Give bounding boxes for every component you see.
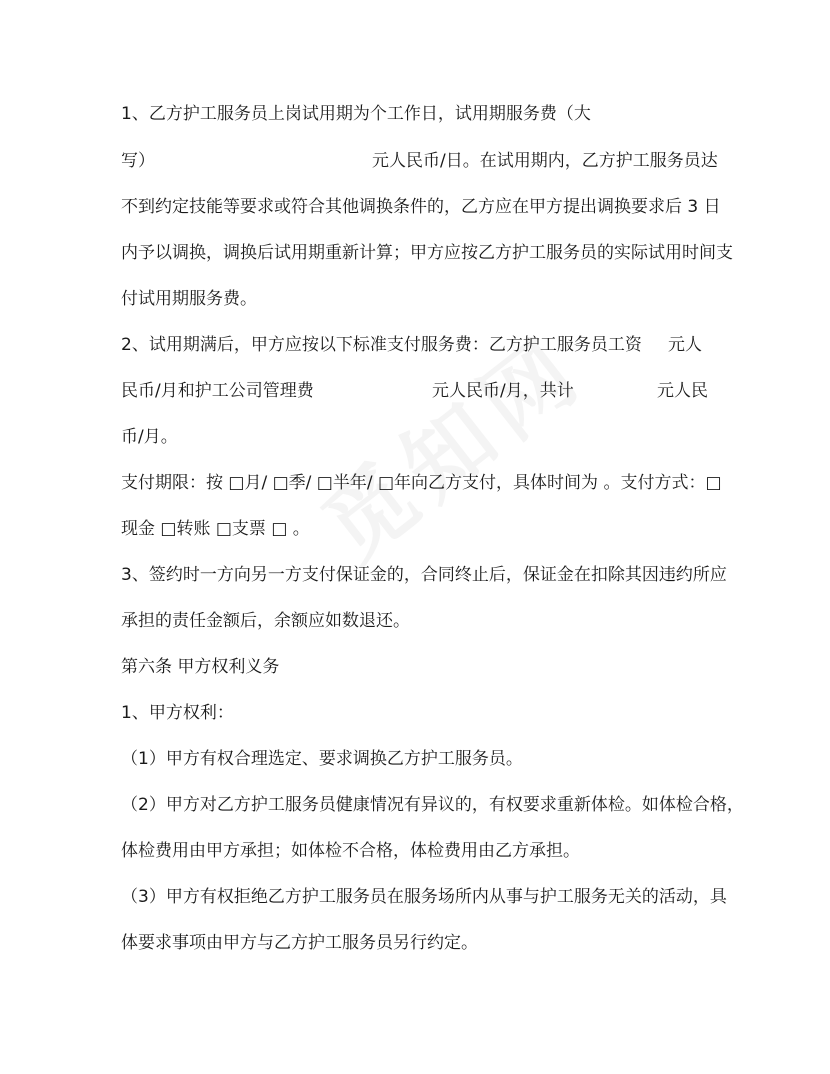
- paragraph-line: 付试用期服务费。: [121, 289, 257, 309]
- paragraph-line: 2、试用期满后，甲方应按以下标准支付服务费：乙方护工服务员工资: [121, 335, 642, 355]
- paragraph-line: 1、乙方护工服务员上岗试用期为个工作日，试用期服务费（大: [121, 104, 591, 124]
- paragraph-line: 承担的责任金额后，余额应如数退还。: [121, 611, 410, 631]
- subsection-heading: 1、甲方权利：: [121, 703, 234, 723]
- paragraph-line: （2）甲方对乙方护工服务员健康情况有异议的，有权要求重新体检。如体检合格，: [121, 795, 744, 815]
- paragraph-line: 体要求事项由甲方与乙方护工服务员另行约定。: [121, 933, 478, 953]
- payment-terms-line: 支付期限：按 □月/ □季/ □半年/ □年向乙方支付，具体时间为 。支付方式：□: [121, 473, 722, 493]
- paragraph-line: 币/月。: [121, 427, 178, 447]
- paragraph-line: 元人民币/月，共计: [432, 381, 574, 401]
- paragraph-line: 元人民: [657, 381, 708, 401]
- paragraph-line: 元人: [668, 335, 702, 355]
- paragraph-line: 元人民币/日。在试用期内，乙方护工服务员达: [372, 151, 718, 171]
- paragraph-line: 3、签约时一方向另一方支付保证金的，合同终止后，保证金在扣除其因违约所应: [121, 565, 727, 585]
- paragraph-line: 写）: [121, 151, 155, 171]
- paragraph-line: 体检费用由甲方承担；如体检不合格，体检费用由乙方承担。: [121, 841, 580, 861]
- payment-method-line: 现金 □转账 □支票 □ 。: [121, 519, 310, 539]
- section-heading: 第六条 甲方权利义务: [121, 657, 280, 677]
- paragraph-line: （3）甲方有权拒绝乙方护工服务员在服务场所内从事与护工服务无关的活动，具: [121, 887, 727, 907]
- paragraph-line: 不到约定技能等要求或符合其他调换条件的，乙方应在甲方提出调换要求后 3 日: [121, 197, 721, 217]
- paragraph-line: 民币/月和护工公司管理费: [121, 381, 314, 401]
- paragraph-line: （1）甲方有权合理选定、要求调换乙方护工服务员。: [121, 749, 523, 769]
- paragraph-line: 内予以调换，调换后试用期重新计算；甲方应按乙方护工服务员的实际试用时间支: [121, 243, 733, 263]
